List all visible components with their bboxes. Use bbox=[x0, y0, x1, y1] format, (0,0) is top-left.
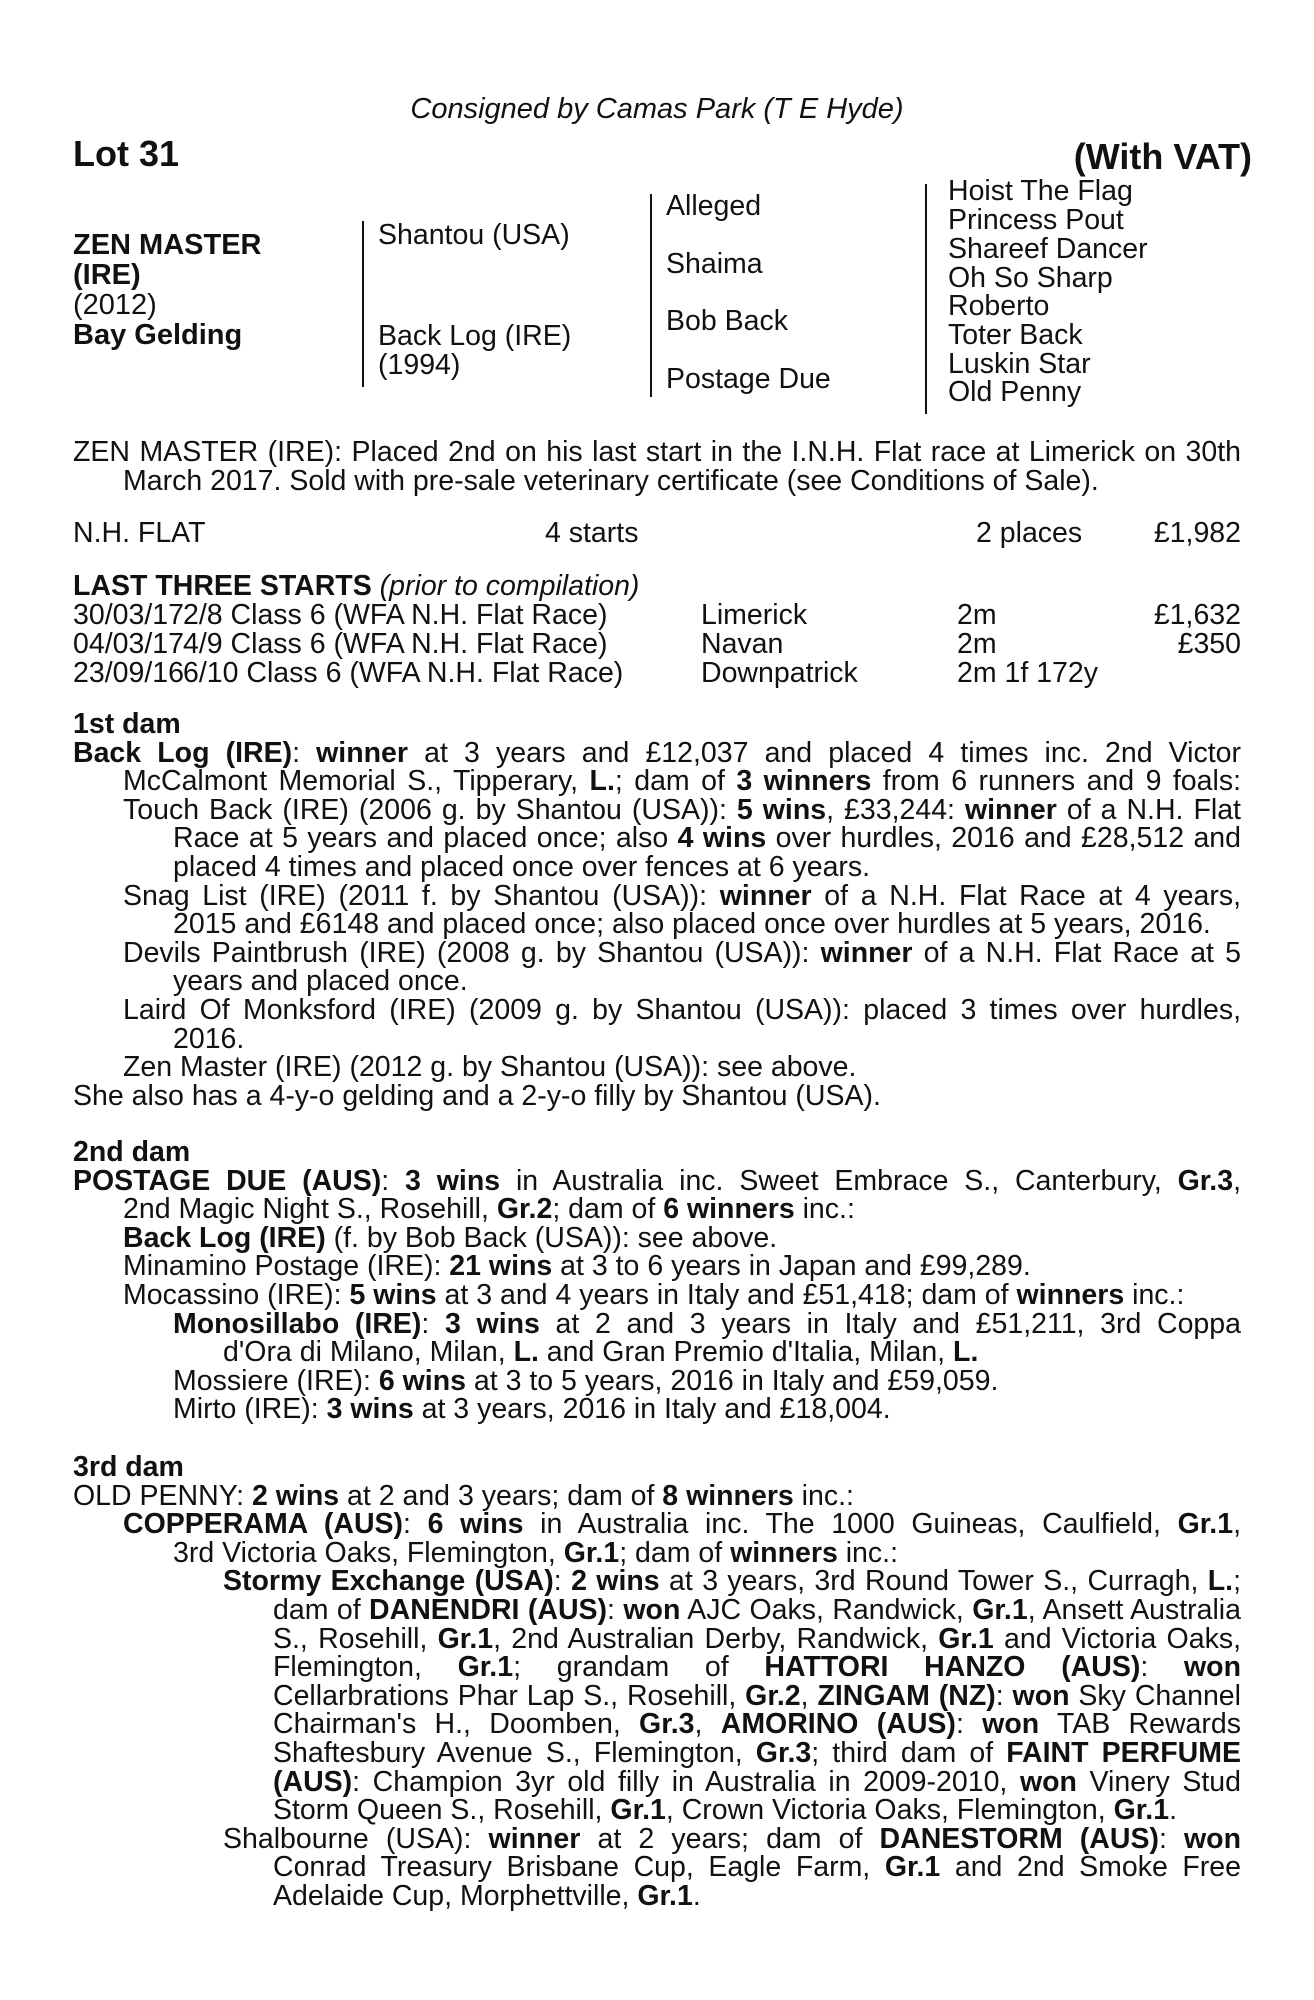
pedigree-grandparent: Alleged bbox=[666, 190, 762, 222]
pedigree-grandparent: Postage Due bbox=[666, 363, 831, 395]
start-course: Downpatrick bbox=[701, 657, 858, 689]
horse-name: ZEN MASTER bbox=[73, 229, 262, 261]
text-line: Laird Of Monksford (IRE) (2009 g. by Shantou (USA)): placed 3 times over hurdles, bbox=[123, 993, 1241, 1026]
text-line: dam of DANENDRI (AUS): won AJC Oaks, Randwick, Gr.1, Ansett Australia bbox=[273, 1593, 1241, 1626]
record-label: N.H. FLAT bbox=[73, 517, 206, 549]
text-line: Shaftesbury Avenue S., Flemington, Gr.3; third dam of FAINT PERFUME bbox=[273, 1736, 1241, 1769]
text-line: S., Rosehill, Gr.1, 2nd Australian Derby, Randwick, Gr.1 and Victoria Oaks, bbox=[273, 1622, 1241, 1655]
summary-line: ZEN MASTER (IRE): Placed 2nd on his last start in the I.N.H. Flat race at Limerick on 30th bbox=[73, 436, 1241, 468]
section-heading: 2nd dam bbox=[73, 1136, 191, 1168]
pedigree-great-grandparent: Luskin Star bbox=[948, 348, 1091, 380]
text-line: Back Log (IRE): winner at 3 years and £12,037 and placed 4 times inc. 2nd Victor bbox=[73, 736, 1242, 769]
text-line: d'Ora di Milano, Milan, L. and Gran Premio d'Italia, Milan, L. bbox=[223, 1336, 979, 1369]
pedigree-grandparent: Bob Back bbox=[666, 305, 788, 337]
start-course: Navan bbox=[701, 628, 784, 660]
text-line: McCalmont Memorial S., Tipperary, L.; dam of 3 winners from 6 runners and 9 foals: bbox=[123, 765, 1241, 798]
race-record bbox=[73, 517, 1241, 549]
text-line: Snag List (IRE) (2011 f. by Shantou (USA)): winner of a N.H. Flat Race at 4 years, bbox=[123, 879, 1241, 912]
start-distance: 2m bbox=[957, 599, 997, 631]
text-line: OLD PENNY: 2 wins at 2 and 3 years; dam of 8 winners inc.: bbox=[73, 1479, 854, 1512]
text-line: Adelaide Cup, Morphettville, Gr.1. bbox=[273, 1879, 701, 1912]
consignor-line: Consigned by Camas Park (T E Hyde) bbox=[410, 93, 904, 125]
pedigree-great-grandparent: Princess Pout bbox=[948, 204, 1124, 236]
pedigree-great-grandparent: Shareef Dancer bbox=[948, 233, 1148, 265]
text-line: Touch Back (IRE) (2006 g. by Shantou (USA)): 5 wins, £33,244: winner of a N.H. Flat bbox=[123, 793, 1241, 826]
horse-sex: Bay Gelding bbox=[73, 319, 243, 351]
text-line: Flemington, Gr.1; grandam of HATTORI HANZO (AUS): won bbox=[273, 1651, 1241, 1684]
start-result: 6/10 Class 6 (WFA N.H. Flat Race) bbox=[183, 657, 624, 689]
horse-year: (2012) bbox=[73, 289, 157, 321]
horse-identity bbox=[73, 230, 262, 350]
text-line: Monosillabo (IRE): 3 wins at 2 and 3 years in Italy and £51,211, 3rd Coppa bbox=[173, 1307, 1241, 1340]
record-earnings: £1,982 bbox=[1153, 517, 1241, 549]
pedigree-great-grandparent: Oh So Sharp bbox=[948, 262, 1113, 294]
text-line: POSTAGE DUE (AUS): 3 wins in Australia inc. Sweet Embrace S., Canterbury, Gr.3, bbox=[73, 1164, 1241, 1197]
start-prize: £1,632 bbox=[1153, 599, 1241, 631]
section-heading: 1st dam bbox=[73, 708, 181, 740]
start-result: 2/8 Class 6 (WFA N.H. Flat Race) bbox=[183, 599, 608, 631]
start-distance: 2m 1f 172y bbox=[957, 657, 1098, 689]
text-line: Mocassino (IRE): 5 wins at 3 and 4 years in Italy and £51,418; dam of winners inc.: bbox=[123, 1278, 1185, 1311]
race-summary bbox=[73, 438, 1241, 495]
pedigree-divider-3 bbox=[925, 184, 927, 414]
table-row bbox=[73, 599, 1241, 631]
horse-country: (IRE) bbox=[73, 259, 141, 291]
pedigree-great-grandparent: Hoist The Flag bbox=[948, 175, 1133, 207]
start-prize: £350 bbox=[1177, 628, 1241, 660]
third-dam-section bbox=[73, 1453, 1241, 1911]
text-line: years and placed once. bbox=[173, 965, 468, 998]
text-line: Minamino Postage (IRE): 21 wins at 3 to 6 years in Japan and £99,289. bbox=[123, 1250, 1031, 1283]
text-line: Shalbourne (USA): winner at 2 years; dam of DANESTORM (AUS): won bbox=[223, 1822, 1241, 1855]
pedigree-great-grandparent: Toter Back bbox=[948, 319, 1083, 351]
pedigree-dam-year: (1994) bbox=[378, 349, 461, 381]
lot-number: Lot 31 bbox=[73, 133, 180, 174]
start-date: 30/03/17 bbox=[73, 599, 184, 631]
table-row bbox=[73, 657, 1241, 689]
text-line: 3rd Victoria Oaks, Flemington, Gr.1; dam of winners inc.: bbox=[173, 1536, 898, 1569]
pedigree-dam: Back Log (IRE) bbox=[378, 320, 572, 352]
text-line: 2015 and £6148 and placed once; also placed once over hurdles at 5 years, 2016. bbox=[173, 908, 1211, 941]
pedigree-divider-2 bbox=[650, 194, 652, 397]
text-line: COPPERAMA (AUS): 6 wins in Australia inc. The 1000 Guineas, Caulfield, Gr.1, bbox=[123, 1508, 1241, 1541]
pedigree-divider-1 bbox=[362, 221, 364, 387]
vat-label: (With VAT) bbox=[1073, 136, 1252, 177]
table-row bbox=[73, 628, 1241, 660]
second-dam-section bbox=[73, 1138, 1241, 1424]
start-course: Limerick bbox=[701, 599, 808, 631]
text-line: Chairman's H., Doomben, Gr.3, AMORINO (AUS): won TAB Rewards bbox=[273, 1708, 1241, 1741]
text-line: 2016. bbox=[173, 1022, 245, 1055]
start-result: 4/9 Class 6 (WFA N.H. Flat Race) bbox=[183, 628, 608, 660]
section-heading: 3rd dam bbox=[73, 1451, 184, 1483]
text-line: Stormy Exchange (USA): 2 wins at 3 years, 3rd Round Tower S., Curragh, L.; bbox=[223, 1565, 1241, 1598]
record-places: 2 places bbox=[976, 517, 1083, 549]
text-line: Devils Paintbrush (IRE) (2008 g. by Shantou (USA)): winner of a N.H. Flat Race at 5 bbox=[123, 936, 1241, 969]
pedigree-grandparent: Shaima bbox=[666, 248, 763, 280]
text-line: Race at 5 years and placed once; also 4 wins over hurdles, 2016 and £28,512 and bbox=[173, 822, 1241, 855]
start-distance: 2m bbox=[957, 628, 997, 660]
text-line: She also has a 4-y-o gelding and a 2-y-o filly by Shantou (USA). bbox=[73, 1079, 881, 1112]
record-starts: 4 starts bbox=[545, 517, 639, 549]
last-starts-title: LAST THREE STARTS bbox=[73, 570, 372, 602]
text-line: Zen Master (IRE) (2012 g. by Shantou (USA)): see above. bbox=[123, 1051, 857, 1084]
pedigree-great-grandparent: Roberto bbox=[948, 290, 1050, 322]
text-line: Conrad Treasury Brisbane Cup, Eagle Farm, Gr.1 and 2nd Smoke Free bbox=[273, 1851, 1242, 1884]
text-line: placed 4 times and placed once over fences at 6 years. bbox=[173, 850, 871, 883]
text-line: Storm Queen S., Rosehill, Gr.1, Crown Victoria Oaks, Flemington, Gr.1. bbox=[273, 1794, 1177, 1827]
pedigree-sire: Shantou (USA) bbox=[378, 219, 570, 251]
last-starts-heading bbox=[73, 570, 1241, 602]
text-line: (AUS): Champion 3yr old filly in Australia in 2009-2010, won Vinery Stud bbox=[273, 1765, 1242, 1798]
pedigree-great-grandparent: Old Penny bbox=[948, 376, 1082, 408]
text-line: 2nd Magic Night S., Rosehill, Gr.2; dam of 6 winners inc.: bbox=[123, 1193, 855, 1226]
start-date: 04/03/17 bbox=[73, 628, 184, 660]
summary-line: March 2017. Sold with pre-sale veterinary certificate (see Conditions of Sale). bbox=[123, 464, 1099, 497]
text-line: Cellarbrations Phar Lap S., Rosehill, Gr.2, ZINGAM (NZ): won Sky Channel bbox=[273, 1679, 1241, 1712]
last-starts-note: (prior to compilation) bbox=[379, 570, 640, 602]
start-date: 23/09/16 bbox=[73, 657, 184, 689]
first-dam-section bbox=[73, 710, 1241, 1110]
text-line: Mossiere (IRE): 6 wins at 3 to 5 years, 2016 in Italy and £59,059. bbox=[173, 1364, 999, 1397]
text-line: Mirto (IRE): 3 wins at 3 years, 2016 in Italy and £18,004. bbox=[173, 1393, 891, 1426]
text-line: Back Log (IRE) (f. by Bob Back (USA)): see above. bbox=[123, 1221, 778, 1254]
